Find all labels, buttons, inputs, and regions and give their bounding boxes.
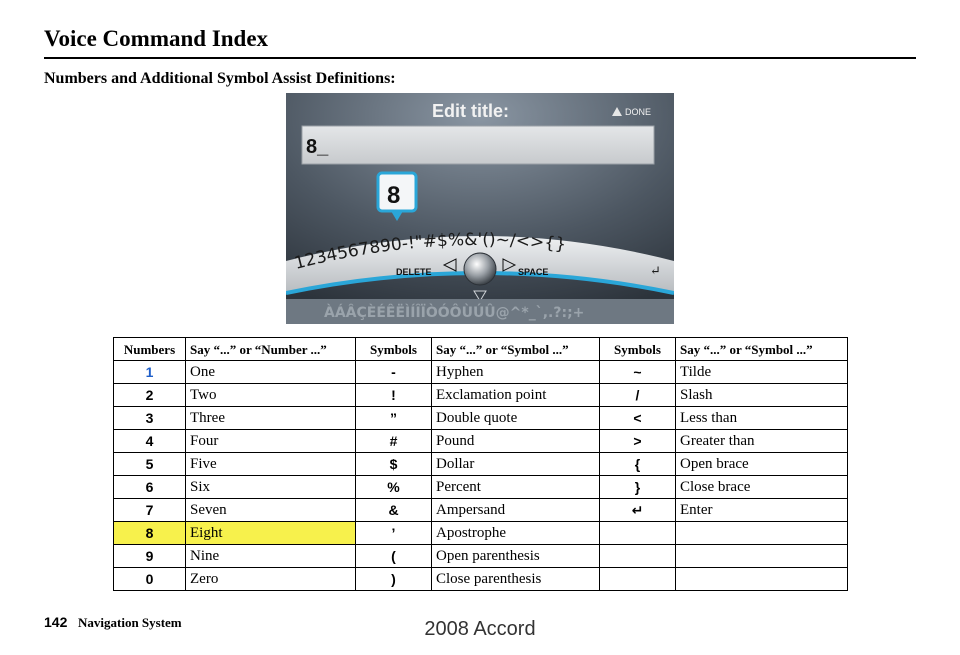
header-say-symbol-2: Say “...” or “Symbol ...” [676, 338, 848, 361]
symbol-cell: ( [356, 545, 432, 568]
navigation-screen-image [286, 93, 674, 324]
number-cell: 5 [114, 453, 186, 476]
header-symbols: Symbols [356, 338, 432, 361]
symbol-word-cell: Ampersand [432, 499, 600, 522]
table-row [114, 545, 848, 568]
number-word-cell: Three [186, 407, 356, 430]
symbol-word-cell: Hyphen [432, 361, 600, 384]
symbol-cell: ” [356, 407, 432, 430]
number-word-cell: Five [186, 453, 356, 476]
number-word-cell: One [186, 361, 356, 384]
dial-characters: 1234567890-!"#$%&'()~/<>{} [292, 229, 568, 274]
symbol-cell: % [356, 476, 432, 499]
symbol-word-cell [676, 568, 848, 591]
number-word-cell: Eight [186, 522, 356, 545]
title-input-field[interactable] [302, 126, 654, 164]
number-cell: 9 [114, 545, 186, 568]
header-say-symbol: Say “...” or “Symbol ...” [432, 338, 600, 361]
symbol-word-cell: Open parenthesis [432, 545, 600, 568]
table-row [114, 476, 848, 499]
symbol-cell: ! [356, 384, 432, 407]
enter-icon: ↵ [600, 499, 676, 522]
symbol-cell: - [356, 361, 432, 384]
number-cell: 7 [114, 499, 186, 522]
footer-label: Navigation System [78, 615, 182, 630]
selected-character: 8 [387, 182, 401, 209]
symbol-word-cell: Percent [432, 476, 600, 499]
title-input-value: 8_ [306, 136, 329, 158]
symbol-word-cell: Greater than [676, 430, 848, 453]
number-cell: 3 [114, 407, 186, 430]
joystick-knob[interactable] [464, 253, 496, 285]
symbol-word-cell: Enter [676, 499, 848, 522]
number-word-cell: Zero [186, 568, 356, 591]
done-label: DONE [625, 107, 652, 117]
table-row [114, 568, 848, 591]
number-word-cell: Four [186, 430, 356, 453]
section-subtitle: Numbers and Additional Symbol Assist Definitions: [44, 70, 396, 87]
symbol-cell [600, 522, 676, 545]
table-row [114, 361, 848, 384]
symbol-word-cell [676, 545, 848, 568]
title-rule [44, 57, 916, 59]
symbol-word-cell: Apostrophe [432, 522, 600, 545]
symbol-cell: > [600, 430, 676, 453]
header-numbers: Numbers [114, 338, 186, 361]
symbol-word-cell: Less than [676, 407, 848, 430]
symbol-cell: & [356, 499, 432, 522]
table-row [114, 407, 848, 430]
symbol-cell: $ [356, 453, 432, 476]
delete-label: DELETE [396, 267, 432, 277]
symbol-cell: } [600, 476, 676, 499]
table-row [114, 430, 848, 453]
number-word-cell: Seven [186, 499, 356, 522]
number-word-cell: Six [186, 476, 356, 499]
number-word-cell: Nine [186, 545, 356, 568]
page-title: Voice Command Index [44, 26, 269, 51]
number-word-cell: Two [186, 384, 356, 407]
enter-icon[interactable]: ↵ [650, 263, 661, 278]
symbol-word-cell: Slash [676, 384, 848, 407]
screen-title: Edit title: [432, 101, 509, 121]
watermark: 2008 Accord [424, 618, 536, 640]
number-cell: 6 [114, 476, 186, 499]
accent-characters: ÀÁÂÇÈÉÊËÌÍÎÏÒÓÔÙÚÛ@^*_`,.?:;+ [324, 305, 585, 321]
table-row-highlighted [114, 522, 848, 545]
symbol-word-cell: Double quote [432, 407, 600, 430]
symbol-word-cell: Open brace [676, 453, 848, 476]
number-cell: 0 [114, 568, 186, 591]
symbol-cell: ) [356, 568, 432, 591]
symbol-cell [600, 545, 676, 568]
symbol-cell: ~ [600, 361, 676, 384]
symbol-cell: ’ [356, 522, 432, 545]
symbol-cell [600, 568, 676, 591]
symbol-word-cell: Close parenthesis [432, 568, 600, 591]
symbol-definitions-table [113, 337, 848, 591]
header-say-number: Say “...” or “Number ...” [186, 338, 356, 361]
number-cell: 2 [114, 384, 186, 407]
number-cell: 4 [114, 430, 186, 453]
table-row [114, 384, 848, 407]
symbol-cell: < [600, 407, 676, 430]
number-cell: 8 [114, 522, 186, 545]
symbol-cell: / [600, 384, 676, 407]
header-symbols-2: Symbols [600, 338, 676, 361]
page-number: 142 [44, 614, 68, 630]
number-cell: 1 [114, 361, 186, 384]
symbol-word-cell: Close brace [676, 476, 848, 499]
symbol-word-cell [676, 522, 848, 545]
table-header-row [114, 338, 848, 361]
symbol-word-cell: Pound [432, 430, 600, 453]
table-row [114, 453, 848, 476]
table-row [114, 499, 848, 522]
symbol-cell: { [600, 453, 676, 476]
symbol-word-cell: Dollar [432, 453, 600, 476]
space-label: SPACE [518, 267, 549, 277]
symbol-word-cell: Tilde [676, 361, 848, 384]
symbol-cell: # [356, 430, 432, 453]
symbol-word-cell: Exclamation point [432, 384, 600, 407]
